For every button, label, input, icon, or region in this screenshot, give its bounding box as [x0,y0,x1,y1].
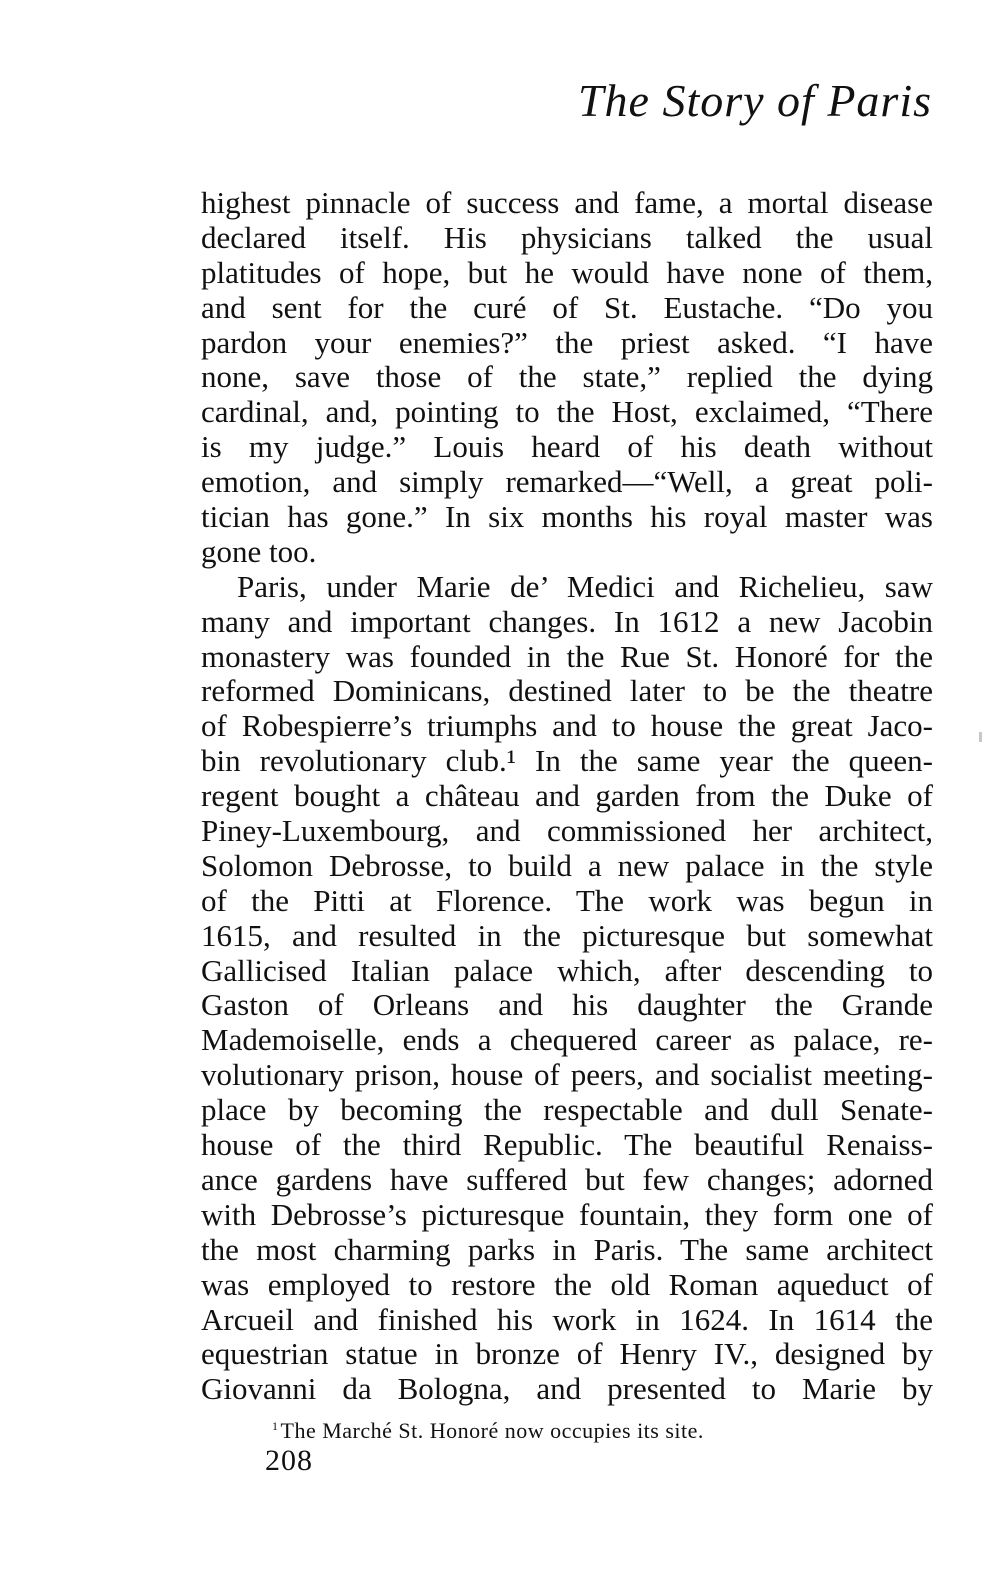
text-line: Solomon Debrosse, to build a new palace in the style [201,847,933,883]
text-line: pardon your enemies?” the priest asked. “I have [201,324,933,360]
text-line: of the Pitti at Florence. The work was begun in [201,882,933,918]
text-line: Gallicised Italian palace which, after descending to [201,952,933,988]
text-line: ance gardens have suffered but few changes; adorned [201,1161,933,1197]
text-line: house of the third Republic. The beautiful Renaiss- [201,1127,933,1163]
text-line: platitudes of hope, but he would have none of them, [201,254,933,290]
footnote [272,1420,704,1442]
text-line: place by becoming the respectable and dull Senate- [201,1092,933,1128]
text-line: was employed to restore the old Roman aqueduct of [201,1266,933,1302]
text-line: reformed Dominicans, destined later to be the theatre [201,673,933,709]
text-line: Piney-Luxembourg, and commissioned her architect, [201,813,933,849]
text-line: emotion, and simply remarked—“Well, a great poli- [201,464,933,500]
text-line: Gaston of Orleans and his daughter the Grande [201,987,933,1023]
body-text [201,186,933,1407]
text-line: many and important changes. In 1612 a new Jacobin [201,603,933,639]
text-line: equestrian statue in bronze of Henry IV., designed by [201,1336,933,1372]
text-line: none, save those of the state,” replied the dying [201,359,933,395]
text-line: regent bought a château and garden from the Duke of [201,778,933,814]
text-line: 1615, and resulted in the picturesque but somewhat [201,917,933,953]
running-title: The Story of Paris [577,75,932,126]
text-line: highest pinnacle of success and fame, a mortal disease [201,185,933,220]
text-line: with Debrosse’s picturesque fountain, they form one of [201,1196,933,1232]
text-line: is my judge.” Louis heard of his death without [201,429,933,465]
text-line: of Robespierre’s triumphs and to house the great Jaco- [201,708,933,744]
footnote-text: The Marché St. Honoré now occupies its site. [280,1418,704,1443]
text-line: the most charming parks in Paris. The same architect [201,1231,933,1267]
text-line: cardinal, and, pointing to the Host, exclaimed, “There [201,394,933,430]
page-number: 208 [265,1444,313,1477]
text-line: declared itself. His physicians talked the usual [201,219,933,255]
text-line: Giovanni da Bologna, and presented to Marie by [201,1371,933,1407]
text-line: tician has gone.” In six months his royal master was [201,499,933,535]
paragraph-first-line: Paris, under Marie de’ Medici and Richelieu, saw [237,568,933,604]
text-line: bin revolutionary club.¹ In the same year the queen- [201,743,933,779]
margin-mark [979,732,982,742]
text-line: volutionary prison, house of peers, and socialist meeting- [201,1057,933,1093]
text-line: Mademoiselle, ends a chequered career as palace, re- [201,1022,933,1058]
text-line: Arcueil and finished his work in 1624. In 1614 the [201,1301,933,1337]
text-line: gone too. [201,533,317,569]
text-line: monastery was founded in the Rue St. Honoré for the [201,638,933,674]
footnote-marker: 1 [272,1419,279,1433]
text-line: and sent for the curé of St. Eustache. “Do you [201,289,933,325]
